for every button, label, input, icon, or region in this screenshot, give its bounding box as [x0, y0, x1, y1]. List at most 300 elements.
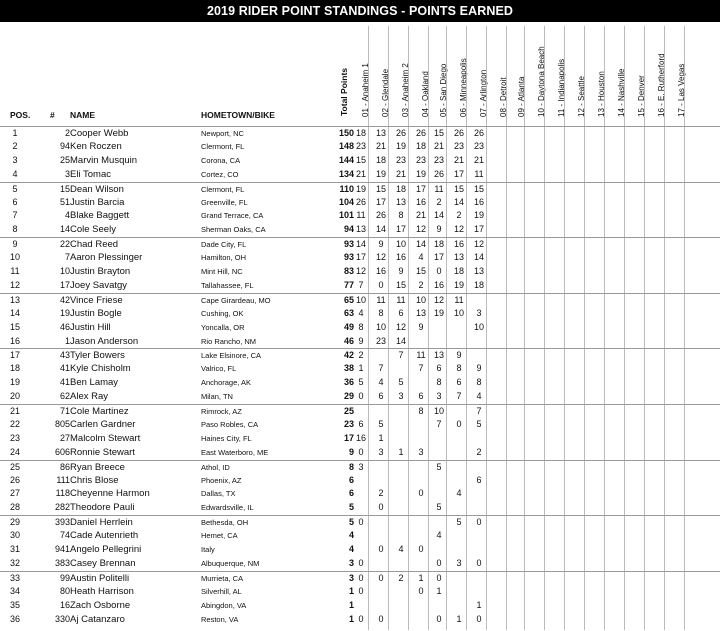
rider-number-cell: 4 — [64, 210, 70, 221]
rider-name-cell: Aj Catanzaro — [70, 613, 125, 625]
round-points-cell: 12 — [355, 266, 366, 276]
round-points-cell: 9 — [436, 224, 442, 235]
hometown-cell: Murrieta, CA — [201, 573, 244, 583]
rider-name-cell: Ryan Breece — [70, 461, 125, 473]
round-points-cell: 18 — [375, 154, 386, 165]
round-points-cell: 0 — [476, 613, 482, 624]
rider-number-cell: 27 — [59, 432, 70, 443]
hometown-cell: Anchorage, AK — [201, 378, 252, 388]
position-cell: 13 — [9, 294, 20, 305]
total-points-cell: 38 — [343, 363, 354, 374]
round-points-cell: 17 — [433, 252, 444, 263]
rider-number-cell: 17 — [59, 279, 70, 290]
round-points-cell: 11 — [376, 294, 386, 305]
round-points-cell: 4 — [378, 377, 384, 388]
rider-number-cell: 42 — [59, 294, 70, 305]
round-points-cell: 1 — [436, 585, 442, 596]
round-points-cell: 7 — [358, 279, 364, 290]
round-points-cell: 11 — [434, 183, 444, 194]
round-points-cell: 1 — [476, 599, 482, 610]
round-points-cell: 15 — [453, 183, 464, 194]
round-points-cell: 13 — [375, 128, 386, 138]
round-points-cell: 4 — [456, 488, 462, 499]
round-points-cell: 23 — [453, 140, 464, 151]
round-points-cell: 0 — [418, 488, 424, 499]
round-points-cell: 12 — [395, 321, 406, 332]
round-points-cell: 13 — [453, 252, 464, 263]
rider-name-cell: Justin Brayton — [70, 266, 131, 277]
hometown-cell: Athol, ID — [201, 462, 230, 472]
rider-name-cell: Ben Lamay — [70, 377, 119, 389]
round-points-cell: 17 — [453, 168, 464, 179]
round-points-cell: 8 — [476, 377, 482, 388]
round-points-cell: 8 — [398, 210, 404, 221]
round-points-cell: 5 — [436, 461, 442, 472]
round-points-cell: 4 — [398, 544, 404, 554]
rider-name-cell: Aaron Plessinger — [70, 252, 143, 264]
round-points-cell: 0 — [378, 544, 384, 554]
hometown-cell: Phoenix, AZ — [201, 475, 242, 485]
total-points-cell: 101 — [338, 210, 354, 221]
rider-name-cell: Chris Blose — [70, 474, 119, 486]
round-points-cell: 19 — [453, 279, 464, 290]
total-points-cell: 1 — [348, 599, 354, 610]
total-points-cell: 36 — [343, 377, 354, 388]
round-points-cell: 8 — [436, 377, 442, 388]
table-row — [0, 140, 720, 154]
position-cell: 3 — [12, 154, 18, 165]
position-cell: 16 — [9, 335, 20, 346]
total-points-cell: 6 — [348, 474, 354, 485]
total-points-cell: 4 — [348, 530, 354, 541]
hometown-cell: Rio Rancho, NM — [201, 336, 257, 346]
hometown-cell: Yoncalla, OR — [201, 322, 245, 332]
round-points-cell: 19 — [355, 183, 366, 194]
round-header-label: 12 - Seattle — [577, 76, 586, 117]
round-points-cell: 12 — [433, 294, 444, 305]
round-points-cell: 3 — [398, 391, 404, 402]
rider-number-cell: 41 — [59, 377, 70, 388]
round-points-cell: 6 — [456, 377, 462, 388]
round-points-cell: 7 — [476, 406, 482, 416]
rider-name-cell: Jason Anderson — [70, 335, 139, 347]
round-points-cell: 23 — [473, 140, 484, 151]
round-points-cell: 15 — [415, 266, 426, 276]
round-points-cell: 19 — [415, 168, 426, 179]
round-headers — [0, 22, 720, 126]
rider-number-cell: 19 — [59, 307, 70, 318]
total-points-cell: 94 — [343, 224, 354, 235]
position-cell: 24 — [9, 446, 20, 457]
page-title: 2019 RIDER POINT STANDINGS - POINTS EARNED — [0, 0, 720, 22]
position-cell: 12 — [9, 279, 20, 290]
round-points-cell: 3 — [378, 446, 384, 457]
table-row — [0, 487, 720, 501]
rider-number-cell: 22 — [59, 239, 70, 250]
rider-number-cell: 805 — [54, 418, 70, 429]
total-points-cell: 1 — [348, 585, 354, 596]
rider-number-cell: 86 — [59, 461, 70, 472]
round-points-cell: 12 — [375, 252, 386, 263]
table-row — [0, 557, 720, 571]
rider-name-cell: Tyler Bowers — [70, 350, 125, 362]
hometown-cell: Hamilton, OH — [201, 253, 247, 263]
round-points-cell: 18 — [473, 279, 484, 290]
round-points-cell: 9 — [476, 363, 482, 374]
round-points-cell: 4 — [436, 530, 442, 541]
round-points-cell: 16 — [473, 196, 484, 207]
round-points-cell: 0 — [436, 572, 442, 583]
round-header-label: 16 - E. Rutherford — [657, 53, 666, 117]
position-cell: 25 — [9, 461, 20, 472]
round-points-cell: 2 — [456, 210, 462, 221]
position-cell: 26 — [9, 474, 20, 485]
hometown-cell: Cortez, CO — [201, 169, 239, 179]
round-points-cell: 2 — [378, 488, 384, 499]
total-points-cell: 104 — [338, 196, 354, 207]
round-points-cell: 16 — [415, 196, 426, 207]
table-row — [0, 474, 720, 488]
round-points-cell: 8 — [358, 321, 364, 332]
table-row — [0, 348, 720, 363]
round-points-cell: 11 — [474, 168, 484, 179]
round-points-cell: 6 — [418, 391, 424, 402]
table-row — [0, 293, 720, 308]
round-points-cell: 6 — [398, 307, 404, 318]
round-points-cell: 0 — [358, 572, 364, 583]
header-total-points — [336, 26, 348, 126]
round-points-cell: 14 — [375, 224, 386, 235]
round-points-cell: 0 — [418, 585, 424, 596]
total-points-cell: 93 — [343, 239, 354, 250]
rider-name-cell: Joey Savatgy — [70, 279, 128, 291]
rider-name-cell: Cole Seely — [70, 224, 116, 236]
round-points-cell: 0 — [418, 544, 424, 554]
round-points-cell: 17 — [355, 252, 366, 263]
rider-name-cell: Blake Baggett — [70, 210, 130, 222]
rider-name-cell: Marvin Musquin — [70, 154, 138, 166]
rider-name-cell: Cooper Webb — [70, 128, 129, 139]
position-cell: 31 — [9, 544, 20, 554]
round-points-cell: 26 — [375, 210, 386, 221]
position-cell: 15 — [9, 321, 20, 332]
round-points-cell: 0 — [358, 613, 364, 624]
rider-number-cell: 330 — [54, 613, 70, 624]
round-points-cell: 6 — [358, 418, 364, 429]
round-points-cell: 0 — [358, 391, 364, 402]
round-points-cell: 0 — [476, 557, 482, 568]
round-points-cell: 7 — [456, 391, 462, 402]
hometown-cell: Dallas, TX — [201, 489, 236, 499]
round-points-cell: 0 — [378, 613, 384, 624]
round-header-label: 11 - Indianapolis — [557, 58, 566, 117]
round-header-label: 14 - Nashville — [617, 68, 626, 117]
round-points-cell: 1 — [418, 572, 424, 583]
rider-name-cell: Justin Barcia — [70, 196, 125, 208]
round-points-cell: 26 — [433, 168, 444, 179]
table-row — [0, 515, 720, 530]
round-points-cell: 14 — [453, 196, 464, 207]
total-points-cell: 42 — [343, 350, 354, 361]
round-points-cell: 21 — [433, 140, 444, 151]
round-points-cell: 21 — [415, 210, 426, 221]
rider-name-cell: Casey Brennan — [70, 557, 136, 569]
round-points-cell: 2 — [476, 446, 482, 457]
table-row — [0, 446, 720, 460]
total-points-cell: 63 — [343, 307, 354, 318]
round-points-cell: 23 — [355, 140, 366, 151]
hometown-cell: Sherman Oaks, CA — [201, 225, 266, 235]
round-header-label: 01 - Anaheim 1 — [361, 63, 370, 117]
round-points-cell: 2 — [418, 279, 424, 290]
total-points-cell: 110 — [339, 183, 354, 194]
round-points-cell: 0 — [378, 572, 384, 583]
round-points-cell: 0 — [358, 557, 364, 568]
round-points-cell: 8 — [418, 406, 424, 416]
round-points-cell: 4 — [418, 252, 424, 263]
total-points-cell: 144 — [338, 154, 354, 165]
round-points-cell: 15 — [433, 128, 444, 138]
round-points-cell: 14 — [395, 335, 406, 346]
table-row — [0, 376, 720, 390]
hometown-cell: Grand Terrace, CA — [201, 211, 264, 221]
round-points-cell: 3 — [358, 461, 364, 472]
table-row — [0, 168, 720, 182]
round-points-cell: 11 — [356, 210, 366, 221]
round-points-cell: 14 — [473, 252, 484, 263]
rider-number-cell: 62 — [59, 391, 70, 402]
position-cell: 29 — [9, 517, 20, 528]
table-row — [0, 209, 720, 223]
round-header-label: 10 - Daytona Beach — [537, 46, 546, 117]
round-points-cell: 13 — [433, 350, 444, 361]
hometown-cell: Tallahassee, FL — [201, 280, 254, 290]
position-cell: 23 — [9, 432, 20, 443]
total-points-cell: 134 — [338, 168, 354, 179]
round-points-cell: 21 — [375, 140, 386, 151]
round-points-cell: 1 — [378, 432, 384, 443]
rider-number-cell: 1 — [64, 335, 70, 346]
round-points-cell: 26 — [473, 128, 484, 138]
rider-name-cell: Cade Autenrieth — [70, 530, 139, 542]
position-cell: 19 — [9, 377, 20, 388]
rider-name-cell: Ronnie Stewart — [70, 446, 135, 458]
round-points-cell: 21 — [453, 154, 464, 165]
round-points-cell: 9 — [358, 335, 364, 346]
total-points-cell: 6 — [348, 488, 354, 499]
round-points-cell: 21 — [473, 154, 484, 165]
position-cell: 2 — [12, 140, 18, 151]
hometown-cell: Newport, NC — [201, 129, 244, 138]
round-points-cell: 4 — [476, 391, 482, 402]
rider-number-cell: 2 — [64, 128, 70, 138]
round-points-cell: 11 — [416, 350, 426, 361]
position-cell: 18 — [9, 363, 20, 374]
table-row — [0, 251, 720, 265]
table-row — [0, 154, 720, 168]
round-header-label: 13 - Houston — [597, 71, 606, 117]
total-points-cell: 1 — [348, 613, 354, 624]
round-points-cell: 3 — [436, 391, 442, 402]
round-points-cell: 5 — [476, 418, 482, 429]
round-points-cell: 10 — [473, 321, 484, 332]
table-row — [0, 529, 720, 543]
hometown-cell: Haines City, FL — [201, 433, 252, 443]
rider-number-cell: 51 — [59, 196, 70, 207]
round-points-cell: 23 — [375, 335, 386, 346]
rider-number-cell: 383 — [54, 557, 70, 568]
rider-number-cell: 43 — [59, 350, 70, 361]
round-points-cell: 21 — [355, 168, 366, 179]
rider-number-cell: 46 — [59, 321, 70, 332]
rider-number-cell: 41 — [59, 363, 70, 374]
round-points-cell: 19 — [433, 307, 444, 318]
round-points-cell: 16 — [375, 266, 386, 276]
position-cell: 1 — [12, 128, 18, 138]
rider-name-cell: Chad Reed — [70, 239, 119, 251]
round-points-cell: 2 — [358, 350, 364, 361]
rider-number-cell: 118 — [55, 488, 70, 499]
round-points-cell: 10 — [433, 406, 444, 416]
round-points-cell: 15 — [375, 183, 386, 194]
round-points-cell: 14 — [415, 239, 426, 250]
rider-name-cell: Austin Politelli — [70, 572, 130, 584]
round-points-cell: 6 — [476, 474, 482, 485]
round-points-cell: 7 — [378, 363, 384, 374]
position-cell: 5 — [12, 183, 18, 194]
rider-number-cell: 14 — [59, 224, 70, 235]
round-points-cell: 11 — [454, 294, 464, 305]
round-points-cell: 15 — [355, 154, 366, 165]
round-points-cell: 5 — [456, 517, 462, 528]
round-points-cell: 10 — [395, 239, 406, 250]
header-pos: POS. — [10, 110, 31, 120]
total-points-cell: 65 — [343, 294, 354, 305]
round-points-cell: 6 — [436, 363, 442, 374]
total-points-cell: 93 — [343, 252, 354, 263]
table-row — [0, 223, 720, 237]
table-row — [0, 543, 720, 557]
table-row — [0, 307, 720, 321]
round-points-cell: 8 — [456, 363, 462, 374]
total-points-cell: 4 — [348, 544, 354, 554]
table-row — [0, 321, 720, 335]
round-points-cell: 1 — [358, 363, 364, 374]
round-header-label: 05 - San Diego — [439, 63, 448, 117]
round-header-label: 09 - Atlanta — [517, 76, 526, 117]
total-points-cell: 8 — [348, 461, 354, 472]
round-points-cell: 2 — [436, 196, 442, 207]
round-header-label: 03 - Anaheim 2 — [401, 63, 410, 117]
round-points-cell: 0 — [378, 502, 384, 513]
rider-name-cell: Theodore Pauli — [70, 502, 135, 514]
rider-name-cell: Zach Osborne — [70, 599, 131, 611]
position-cell: 20 — [9, 391, 20, 402]
total-points-cell: 83 — [343, 266, 354, 276]
round-header-label: 06 - Minneapolis — [459, 58, 468, 117]
table-row — [0, 404, 720, 419]
rider-name-cell: Justin Bogle — [70, 307, 122, 319]
rider-number-cell: 74 — [59, 530, 70, 541]
position-cell: 17 — [9, 350, 20, 361]
round-points-cell: 26 — [355, 196, 366, 207]
round-points-cell: 23 — [415, 154, 426, 165]
position-cell: 34 — [9, 585, 20, 596]
round-points-cell: 5 — [378, 418, 384, 429]
header-num: # — [50, 110, 55, 120]
hometown-cell: Italy — [201, 545, 215, 554]
round-points-cell: 3 — [476, 307, 482, 318]
rider-name-cell: Eli Tomac — [70, 168, 112, 180]
round-points-cell: 18 — [433, 239, 444, 250]
table-row — [0, 362, 720, 376]
round-points-cell: 5 — [436, 502, 442, 513]
total-points-cell: 46 — [343, 335, 354, 346]
round-points-cell: 9 — [398, 266, 404, 276]
position-cell: 27 — [9, 488, 20, 499]
round-points-cell: 0 — [378, 279, 384, 290]
rider-number-cell: 15 — [59, 183, 70, 194]
header-name: NAME — [70, 110, 96, 120]
hometown-cell: Clermont, FL — [201, 184, 245, 194]
round-points-cell: 9 — [378, 239, 384, 250]
position-cell: 8 — [12, 224, 18, 235]
round-points-cell: 10 — [415, 294, 426, 305]
round-points-cell: 7 — [398, 350, 404, 361]
round-points-cell: 6 — [378, 391, 384, 402]
round-points-cell: 2 — [398, 572, 404, 583]
round-points-cell: 14 — [355, 239, 366, 250]
round-points-cell: 16 — [395, 252, 406, 263]
header-hometown: HOMETOWN/BIKE — [201, 110, 275, 120]
round-points-cell: 8 — [378, 307, 384, 318]
round-points-cell: 19 — [375, 168, 386, 179]
rider-name-cell: Angelo Pellegrini — [70, 544, 142, 555]
round-header-label: 02 - Glendale — [381, 68, 390, 117]
round-points-cell: 5 — [398, 377, 404, 388]
round-points-cell: 18 — [453, 266, 464, 276]
rider-number-cell: 282 — [54, 502, 70, 513]
rider-name-cell: Vince Friese — [70, 294, 123, 306]
round-points-cell: 19 — [473, 210, 484, 221]
table-row — [0, 613, 720, 627]
round-points-cell: 12 — [473, 239, 484, 250]
hometown-cell: Milan, TN — [201, 392, 233, 402]
rider-number-cell: 7 — [64, 252, 70, 263]
round-points-cell: 9 — [418, 321, 424, 332]
round-header-label: 15 - Denver — [637, 75, 646, 117]
position-cell: 6 — [12, 196, 18, 207]
rider-name-cell: Ken Roczen — [70, 140, 122, 152]
table-row — [0, 265, 720, 279]
round-points-cell: 10 — [375, 321, 386, 332]
round-points-cell: 13 — [395, 196, 406, 207]
rider-number-cell: 25 — [59, 154, 70, 165]
round-points-cell: 17 — [473, 224, 484, 235]
hometown-cell: Greenville, FL — [201, 197, 248, 207]
position-cell: 11 — [10, 266, 20, 276]
total-points-cell: 77 — [343, 279, 354, 290]
table-row — [0, 418, 720, 432]
round-points-cell: 26 — [415, 128, 426, 138]
hometown-cell: Abingdon, VA — [201, 600, 247, 610]
table-row — [0, 460, 720, 475]
position-cell: 14 — [9, 307, 20, 318]
round-points-cell: 11 — [396, 294, 406, 305]
round-points-cell: 12 — [415, 224, 426, 235]
round-header-label: 04 - Oakland — [421, 71, 430, 117]
round-points-cell: 0 — [436, 557, 442, 568]
